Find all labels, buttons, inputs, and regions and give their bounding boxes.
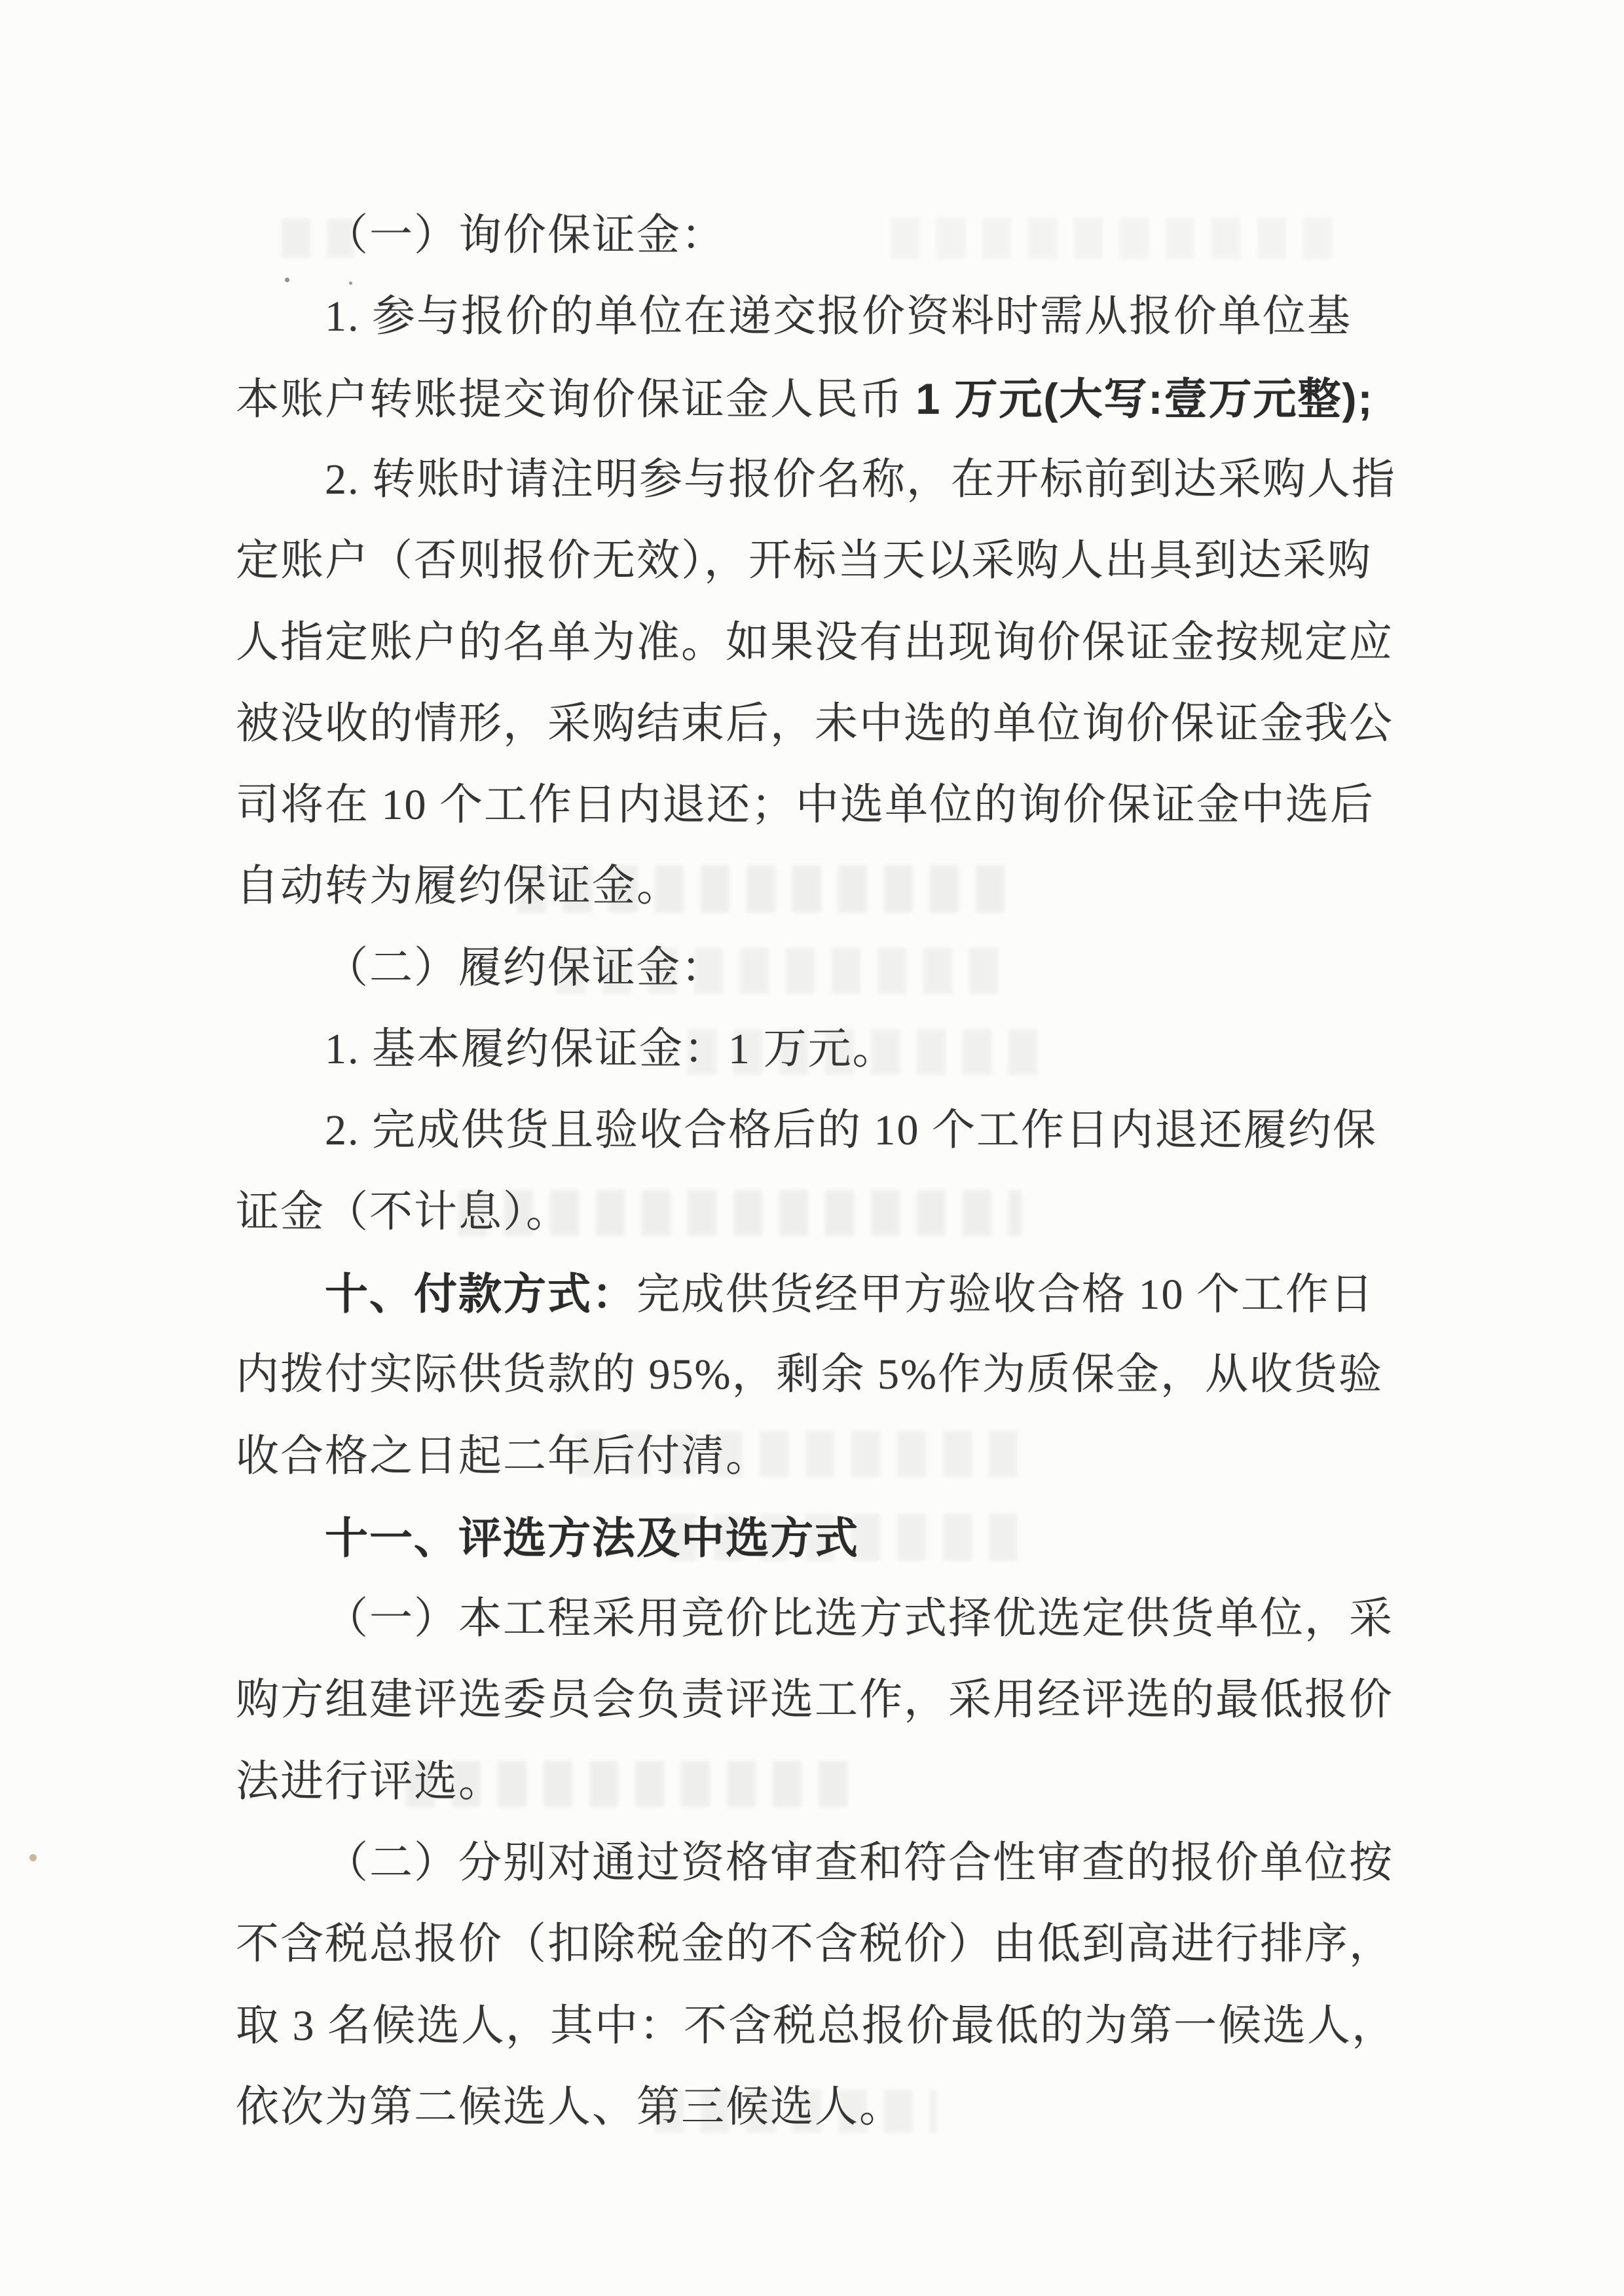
- text-line: [236, 602, 1395, 683]
- text-line: [236, 846, 1395, 927]
- text-run: （一）询价保证金：: [325, 211, 726, 259]
- text-line: [236, 1660, 1395, 1741]
- text-line: [236, 1904, 1395, 1985]
- text-run: 自动转为履约保证金。: [236, 862, 681, 910]
- text-run: 2. 转账时请注明参与报价名称，在开标前到达采购人指: [325, 456, 1396, 503]
- text-run: 依次为第二候选人、第三候选人。: [236, 2083, 904, 2131]
- text-run: 内拨付实际供货款的 95%，剩余 5%作为质保金，从收货验: [236, 1351, 1383, 1398]
- text-run: 收合格之日起二年后付清。: [236, 1432, 770, 1480]
- text-run: （一）本工程采用竞价比选方式择优选定供货单位，采: [325, 1595, 1393, 1643]
- text-line: [236, 1090, 1484, 1171]
- text-line: [236, 439, 1484, 520]
- text-line: [236, 358, 1395, 439]
- text-line: [236, 520, 1395, 602]
- text-line: [236, 195, 1484, 276]
- text-line: [236, 683, 1395, 765]
- text-run: （二）分别对通过资格审查和符合性审查的报价单位按: [325, 1839, 1393, 1887]
- text-run: 完成供货经甲方验收合格 10 个工作日: [637, 1271, 1375, 1319]
- text-line: [236, 276, 1484, 357]
- text-run: 2. 完成供货且验收合格后的 10 个工作日内退还履约保: [325, 1106, 1377, 1154]
- text-run: 不含税总报价（扣除税金的不含税价）由低到高进行排序，: [236, 1920, 1393, 1968]
- text-line: [236, 1416, 1395, 1497]
- text-run: 人指定账户的名单为准。如果没有出现询价保证金按规定应: [236, 619, 1393, 666]
- text-line: [236, 1497, 1484, 1578]
- text-line: [236, 1253, 1484, 1334]
- text-run: 法进行评选。: [236, 1758, 503, 1806]
- text-line: [236, 928, 1484, 1009]
- text-run: 本账户转账提交询价保证金人民币: [236, 376, 916, 424]
- bold-text-run: 1 万元(大写:壹万元整);: [915, 374, 1374, 423]
- bold-text-run: 十、付款方式：: [325, 1269, 637, 1318]
- text-line: [236, 1578, 1484, 1660]
- bold-text-run: 十一、评选方法及中选方式: [325, 1514, 859, 1562]
- text-line: [236, 1741, 1395, 1823]
- text-run: 定账户（否则报价无效），开标当天以采购人出具到达采购: [236, 537, 1372, 585]
- text-line: [236, 1986, 1395, 2067]
- text-run: 司将在 10 个工作日内退还；中选单位的询价保证金中选后: [236, 781, 1375, 829]
- text-run: 取 3 名候选人，其中：不含税总报价最低的为第一候选人，: [236, 2002, 1396, 2050]
- text-line: [236, 1334, 1395, 1415]
- text-run: 购方组建评选委员会负责评选工作，采用经评选的最低报价: [236, 1676, 1393, 1724]
- text-line: [236, 1823, 1484, 1904]
- text-run: 证金（不计息）。: [236, 1188, 570, 1236]
- text-line: [236, 2067, 1395, 2148]
- text-run: 1. 参与报价的单位在递交报价资料时需从报价单位基: [325, 293, 1352, 340]
- text-run: （二）履约保证金：: [325, 944, 726, 992]
- text-run: 1. 基本履约保证金：1 万元。: [325, 1025, 897, 1073]
- text-line: [236, 1172, 1395, 1253]
- text-line: [236, 765, 1395, 846]
- text-line: [236, 1009, 1484, 1090]
- text-run: 被没收的情形，采购结束后，未中选的单位询价保证金我公: [236, 700, 1393, 748]
